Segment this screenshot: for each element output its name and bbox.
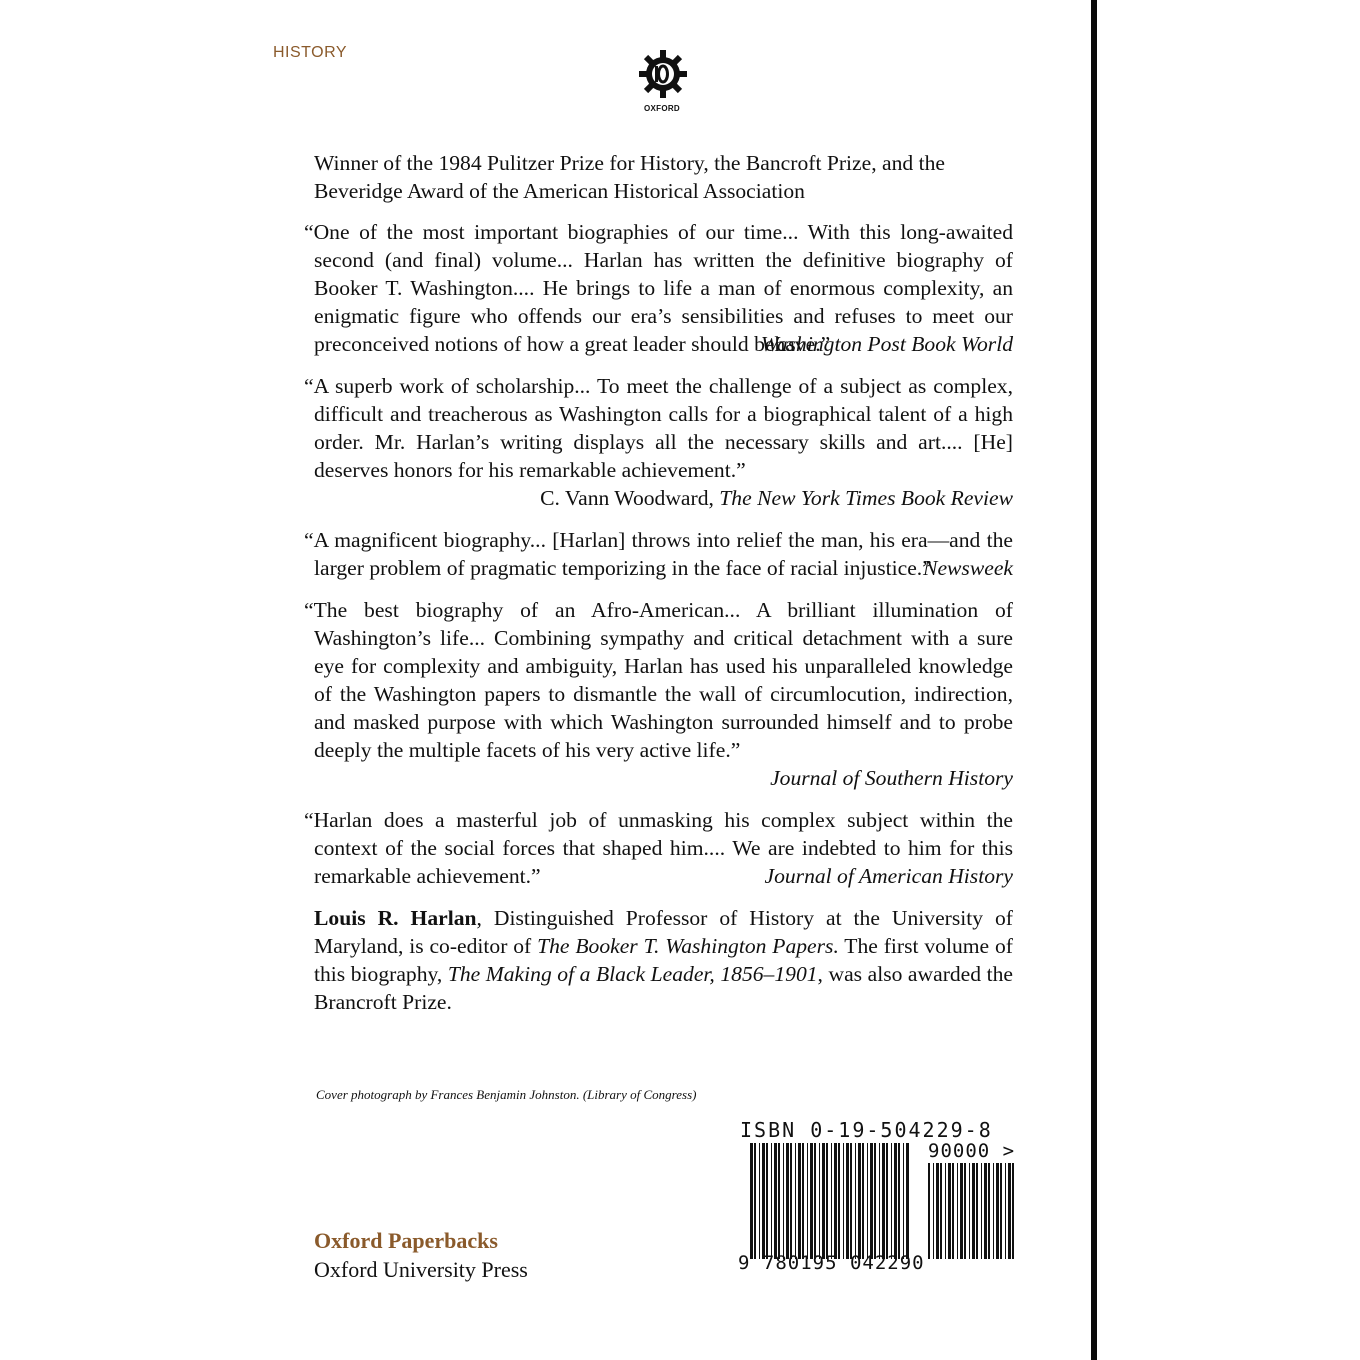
review-source [304,484,1013,512]
review-source: Journal of Southern History [770,766,1013,790]
back-cover-text [304,149,1013,1016]
review-source: Washington Post Book World [760,332,1013,356]
publisher-name: Oxford University Press [314,1257,528,1282]
review-blurb [304,596,1013,792]
review-source-publication: The New York Times Book Review [719,486,1013,510]
ean-number: 9 780195 042290 [738,1252,925,1274]
review-source-author: C. Vann Woodward, [540,486,720,510]
review-source: Journal of American History [764,864,1013,888]
review-blurb [304,806,1013,890]
author-bio [314,904,1013,1016]
review-quote: “A magnificent biography... [Harlan] throws into relief the man, his era—and the larger problem of pragmatic temporizing in the face of racial injustice.” [304,528,1013,580]
barcode-icon [750,1143,912,1259]
author-bio-text: The first volume of this biography, [314,934,1013,986]
review-blurb [304,218,1013,358]
logo-label: OXFORD [643,104,681,113]
review-quote: “A superb work of scholarship... To meet the challenge of a subject as complex, difficult and treacherous as Washington calls for a biographical talent of a high order. Mr. Harlan’s writing displays all the necessary skills and art.... [He] deserves honors for his remarkable achievement.” [304,374,1013,482]
review-blurb [304,526,1013,582]
barcode-addon-icon [928,1163,1016,1259]
review-quote: “The best biography of an Afro-American... A brilliant illumination of Washington’s life... Combining sympathy and critical detachment with a sure eye for complexity and ambiguity, Harlan has used his unparalleled knowledge of the Washington papers to dismantle the wall of circumlocution, indirection, and masked purpose with which Washington surrounded himself and to probe deeply the multiple facets of his very active life.” [304,598,1013,762]
author-name: Louis R. Harlan [314,906,477,930]
award-statement: Winner of the 1984 Pulitzer Prize for History, the Bancroft Prize, and the Beveridge Award of the American Historical Association [314,151,945,203]
category-label: HISTORY [273,44,348,61]
cover-photo-credit: Cover photograph by Frances Benjamin Johnston. (Library of Congress) [316,1087,697,1102]
book-title: The Booker T. Washington Papers. [537,934,839,958]
book-spine-edge [1091,0,1097,1360]
book-title: The Making of a Black Leader, 1856–1901 [447,962,818,986]
isbn-number: ISBN 0-19-504229-8 [740,1118,993,1142]
review-blurb [304,372,1013,512]
price-addon-number: 90000 > [928,1140,1016,1162]
review-source: Newsweek [923,556,1013,580]
review-quote: “One of the most important biographies of our time... With this long-awaited second (and final) volume... Harlan has written the definitive biography of Booker T. Washington.... He brings to life a man of enormous complexity, an enigmatic figure who offends our era’s sensibilities and refuses to meet our preconceived notions of how a great leader should behave.” [304,220,1013,356]
author-bio-text: , Distinguished Professor of History at the University of Maryland, is co-editor of [314,906,1013,958]
author-bio-text: , was also awarded the Brancroft Prize. [314,962,1013,1014]
imprint-name: Oxford Paperbacks [314,1228,498,1253]
review-quote: “Harlan does a masterful job of unmasking his complex subject within the context of the social forces that shaped him.... We are indebted to him for this remarkable achievement.” [304,808,1013,888]
publisher-block [314,1226,528,1284]
